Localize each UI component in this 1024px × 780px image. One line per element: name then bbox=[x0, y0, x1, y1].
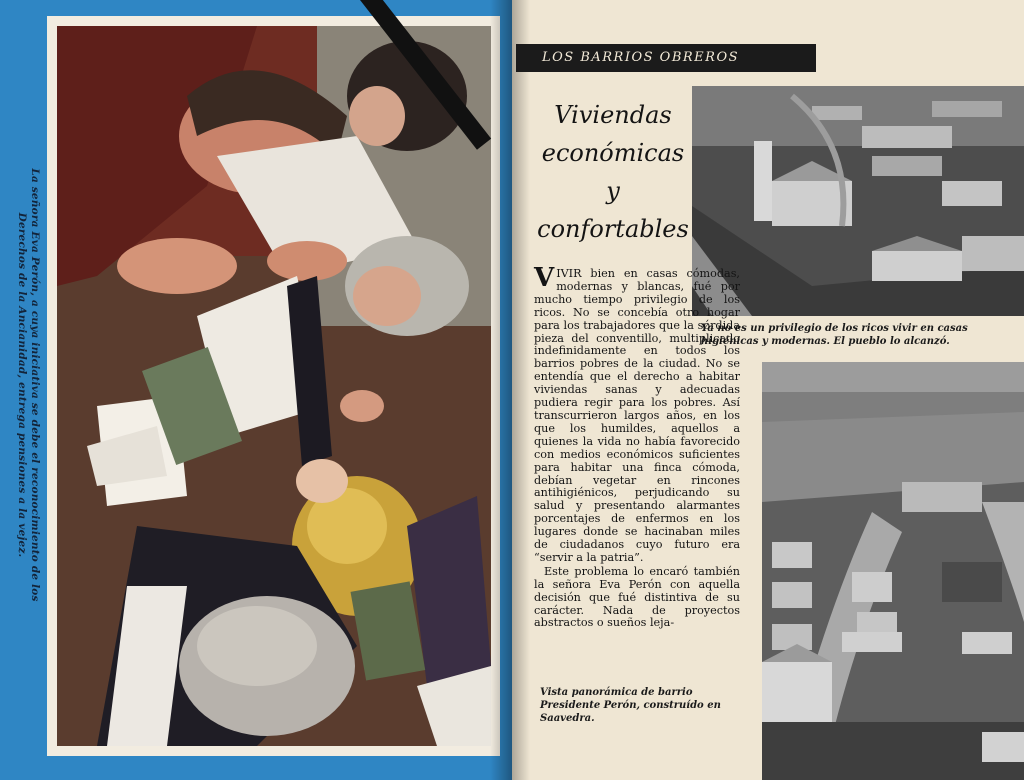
section-label: LOS BARRIOS OBREROS bbox=[542, 50, 740, 65]
article-body bbox=[534, 263, 740, 630]
section-label-bar bbox=[516, 44, 816, 72]
article-paragraph-2: Este problema lo encaró también la señora Eva Perón con aquella decisión que fué distintiva de su carácter. Nada de proyectos abstractos o sueños leja- bbox=[534, 564, 740, 630]
panoramic-photo-illustration bbox=[762, 362, 1024, 780]
article-paragraph-1 bbox=[534, 263, 740, 565]
side-caption bbox=[8, 150, 48, 620]
eva-peron-pension-photo bbox=[57, 26, 491, 746]
page-fold-shadow bbox=[490, 0, 512, 780]
caption-top-photo: Ya no es un privilegio de los ricos vivir en casas higiénicas y modernas. El pueblo lo alcanzó. bbox=[701, 323, 968, 347]
article-headline bbox=[528, 96, 698, 248]
panoramic-barrio-photo bbox=[762, 362, 1024, 780]
right-page bbox=[512, 0, 1024, 780]
aerial-photo-illustration bbox=[692, 86, 1024, 316]
side-caption-text: La señora Eva Perón, a cuya iniciativa se debe el reconocimiento de los Derechos de la Ancianidad, entrega pensiones a la vejez. bbox=[16, 168, 41, 602]
pension-photo-illustration bbox=[57, 26, 491, 746]
caption-bottom-photo: Vista panorámica de barrio Presidente Perón, construído en Saavedra. bbox=[540, 687, 721, 724]
headline-line-3: y bbox=[606, 177, 620, 205]
headline-line-1: Viviendas bbox=[554, 101, 672, 129]
headline-line-2: económicas bbox=[541, 139, 685, 167]
paragraph-1-text: IVIR bien en casas cómodas, modernas y blancas, fué por mucho tiempo privilegio de los ricos. No se concebía otro hogar para los trabajadores que la sórdida pieza del conventillo, multiplicado indefinidamente en todos los barrios pobres de la ciudad. No se entendía que el derecho a habitar viviendas sanas y adecuadas pudiera regir para los pobres. Así transcurrieron largos años, en los que los humildes, aquellos a quienes la vida no había favorecido con medios económicos suficientes para habitar una finca cómoda, debían vegetar en rincones antihigiénicos, perjudicando su salud y presentando alarmantes porcentajes de enfermos en los lugares donde se hacinaban miles de ciudadanos cuyo futuro era “servir a la patria”. bbox=[534, 267, 740, 564]
aerial-neighborhood-photo bbox=[692, 86, 1024, 316]
drop-cap: V bbox=[534, 263, 555, 293]
headline-line-4: confortables bbox=[537, 215, 689, 243]
